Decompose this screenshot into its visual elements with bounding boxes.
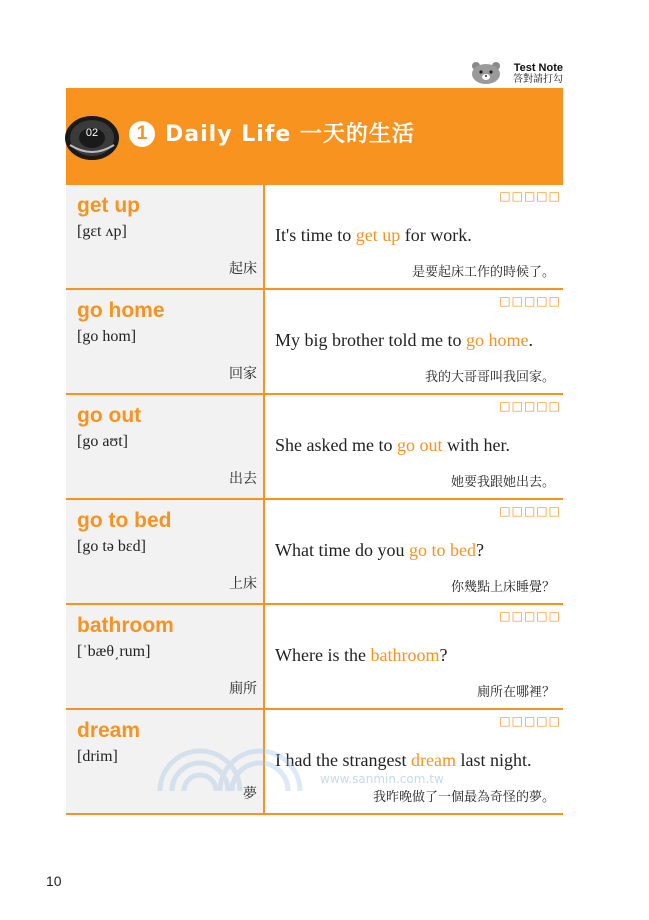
vocab-meaning: 夢 <box>243 786 257 802</box>
vocab-example-cell <box>265 185 563 288</box>
vocab-meaning: 廁所 <box>229 681 257 697</box>
check-boxes[interactable]: □□□□□ <box>499 294 561 308</box>
vocab-meaning: 出去 <box>229 471 257 487</box>
vocab-example-cell <box>265 605 563 708</box>
sentence-highlight: dream <box>410 750 456 770</box>
sentence-part-after: last night. <box>455 750 532 770</box>
sentence-highlight: go to bed <box>408 540 476 560</box>
example-sentence <box>275 645 447 666</box>
page-number: 10 <box>46 873 62 889</box>
vocabulary-table <box>66 185 563 815</box>
sentence-part-before: I had the strangest <box>275 750 411 770</box>
check-boxes[interactable]: □□□□□ <box>499 399 561 413</box>
vocab-phonetic: [gɛt ʌp] <box>77 223 127 240</box>
example-sentence <box>275 225 472 246</box>
vocab-example-cell <box>265 290 563 393</box>
vocab-row <box>66 500 563 605</box>
vocab-example-cell <box>265 395 563 498</box>
vocab-row <box>66 395 563 500</box>
check-boxes[interactable]: □□□□□ <box>499 189 561 203</box>
sentence-part-before: My big brother told me to <box>275 330 466 350</box>
cd-track-number: 02 <box>85 127 99 139</box>
lesson-number-badge: 1 <box>129 121 155 147</box>
vocab-term-cell <box>66 395 265 498</box>
sentence-highlight: bathroom <box>370 645 440 665</box>
vocab-example-cell <box>265 500 563 603</box>
vocab-phonetic: [go hom] <box>77 328 137 345</box>
sentence-part-after: ? <box>475 540 484 560</box>
sentence-translation: 是要起床工作的時候了。 <box>411 265 555 280</box>
vocab-word: dream <box>77 719 141 742</box>
sentence-part-after: for work. <box>400 225 472 245</box>
vocab-word: go home <box>77 299 165 322</box>
vocab-row <box>66 185 563 290</box>
check-boxes[interactable]: □□□□□ <box>499 714 561 728</box>
vocab-meaning: 起床 <box>229 261 257 277</box>
sentence-part-after: . <box>528 330 533 350</box>
vocab-meaning: 回家 <box>229 366 257 382</box>
sentence-translation: 你幾點上床睡覺？ <box>450 580 555 595</box>
vocab-phonetic: [go aʊt] <box>77 433 128 450</box>
vocab-term-cell <box>66 605 265 708</box>
vocab-meaning: 上床 <box>229 576 257 592</box>
example-sentence <box>275 435 510 456</box>
sentence-translation: 我的大哥哥叫我回家。 <box>424 370 555 385</box>
vocab-word: go out <box>77 404 142 427</box>
sentence-translation: 她要我跟她出去。 <box>450 475 555 490</box>
bear-mascot-icon <box>470 60 502 84</box>
vocab-word: go to bed <box>77 509 172 532</box>
sentence-part-before: It's time to <box>275 225 356 245</box>
vocab-phonetic: [ˈbæθ͵rum] <box>77 643 151 660</box>
vocab-word: bathroom <box>77 614 174 637</box>
sentence-highlight: go out <box>396 435 443 455</box>
vocab-row <box>66 605 563 710</box>
test-note-label <box>513 62 563 86</box>
vocab-phonetic: [go tə bɛd] <box>77 538 146 555</box>
vocab-term-cell <box>66 500 265 603</box>
test-note-subtitle: 答對請打勾 <box>513 74 563 85</box>
sentence-translation: 廁所在哪裡？ <box>476 685 555 700</box>
vocab-word: get up <box>77 194 140 217</box>
lesson-title: Daily Life 一天的生活 <box>165 122 415 147</box>
vocab-phonetic: [drim] <box>77 748 118 765</box>
sentence-translation: 我昨晚做了一個最為奇怪的夢。 <box>372 790 555 805</box>
sentence-part-before: What time do you <box>275 540 409 560</box>
example-sentence <box>275 540 484 561</box>
watermark-url: www.sanmin.com.tw <box>320 772 444 786</box>
check-boxes[interactable]: □□□□□ <box>499 609 561 623</box>
sentence-part-before: Where is the <box>275 645 371 665</box>
vocab-term-cell <box>66 290 265 393</box>
sentence-part-after: with her. <box>442 435 510 455</box>
vocab-row <box>66 290 563 395</box>
vocab-term-cell <box>66 185 265 288</box>
check-boxes[interactable]: □□□□□ <box>499 504 561 518</box>
example-sentence <box>275 330 533 351</box>
sentence-highlight: get up <box>355 225 401 245</box>
sentence-part-before: She asked me to <box>275 435 397 455</box>
test-note-title: Test Note <box>513 62 563 74</box>
sentence-highlight: go home <box>465 330 529 350</box>
sentence-part-after: ? <box>439 645 448 665</box>
